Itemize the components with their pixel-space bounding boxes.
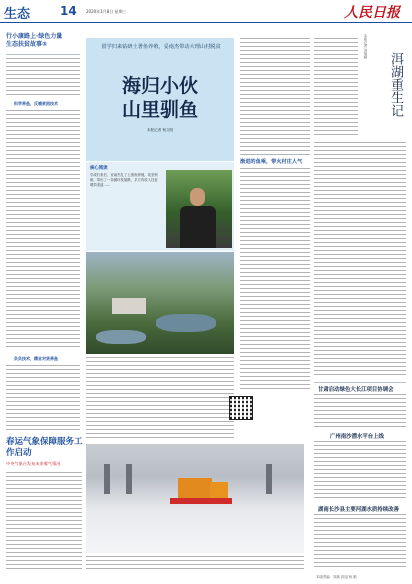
section-name: 生态 bbox=[4, 7, 31, 22]
portrait-body bbox=[180, 206, 216, 248]
right-title: 洱湖重生记 bbox=[388, 52, 403, 117]
left-subhead-1: 科学养鱼，反哺贫困技术 bbox=[14, 101, 58, 106]
column-kicker bbox=[6, 33, 78, 49]
tree bbox=[266, 464, 272, 494]
feature-title bbox=[86, 74, 234, 122]
tree bbox=[104, 464, 110, 494]
fish-pond bbox=[156, 314, 216, 332]
newspaper-logo: 人民日报 bbox=[344, 5, 400, 21]
brief-title-3: 湖南长沙县主要河湖水质持续改善 bbox=[318, 507, 399, 513]
issue-date: 2020年1月8日 星期三 bbox=[86, 9, 127, 14]
brief-text-1 bbox=[314, 394, 406, 428]
portrait-photo bbox=[166, 170, 232, 248]
feature-title-line-1: 海归小伙 bbox=[121, 75, 198, 97]
feature-text-lower bbox=[86, 357, 234, 439]
photo-caption-text bbox=[86, 556, 304, 570]
brief-title-2: 广州南沙潜水平台上线 bbox=[330, 434, 384, 440]
farm-building bbox=[112, 298, 146, 314]
left-subhead-2: 负负技术，精业对货养鱼 bbox=[14, 356, 58, 361]
qr-code-icon bbox=[230, 397, 252, 419]
feature-deck: 留学归来钻研土著鱼养殖，妥南杰带动大理山村脱贫 bbox=[101, 44, 221, 50]
kicker-line-2: 生态扶贫故事③ bbox=[6, 41, 48, 48]
feature-banner bbox=[86, 38, 234, 161]
snow-plough-photo bbox=[86, 444, 304, 553]
feature-title-line-2: 山里驯鱼 bbox=[121, 99, 198, 121]
tree bbox=[126, 464, 132, 494]
right-text-block-main bbox=[314, 142, 406, 378]
brief-text-3 bbox=[314, 514, 406, 570]
middle-text-block-1 bbox=[240, 38, 310, 156]
bottom-text-block bbox=[6, 472, 82, 572]
left-text-block-1 bbox=[6, 58, 80, 96]
page-number: 14 bbox=[60, 4, 77, 18]
portrait-head bbox=[190, 188, 205, 206]
brief-text-2 bbox=[314, 441, 406, 501]
brief-rule-1 bbox=[314, 382, 406, 383]
brief-title-1: 甘肃启动绿色大长江项目协调会 bbox=[318, 387, 394, 393]
truck-plow bbox=[170, 498, 232, 504]
middle-text-block-2 bbox=[240, 168, 310, 390]
fish-farm-photo bbox=[86, 252, 234, 354]
right-text-block-top bbox=[314, 38, 358, 138]
snow-plough-truck bbox=[170, 472, 238, 516]
feature-byline: 本报记者 杨文明 bbox=[146, 128, 174, 132]
core-reading-text: 学成归来后，妥南杰扎了土著鱼养殖，攻坚科研，带出了一条循环发展路，多方有收入扶贫增效渠道…… bbox=[90, 173, 158, 187]
bottom-headline: 春运气象保障服务工作启动 bbox=[6, 437, 83, 458]
left-text-block-2 bbox=[6, 110, 80, 350]
core-reading-title: 核心阅读 bbox=[90, 166, 108, 171]
kicker-line-1: 行小康路上·绿色力量 bbox=[6, 33, 63, 40]
bottom-subhead: 中央气象台发布未来雾气情况 bbox=[6, 461, 61, 466]
middle-subhead: 渐进的鱼乘，带火村庄人气 bbox=[240, 159, 303, 165]
kicker-rule bbox=[6, 54, 80, 55]
truck-body bbox=[178, 478, 212, 500]
fish-pond-2 bbox=[96, 330, 146, 344]
left-text-block-3 bbox=[6, 365, 80, 431]
page-credits: 本版责编：刘斌 高旭 杨 颖 bbox=[316, 575, 357, 579]
right-byline: 本报记者 刘翔峰 bbox=[363, 34, 367, 59]
